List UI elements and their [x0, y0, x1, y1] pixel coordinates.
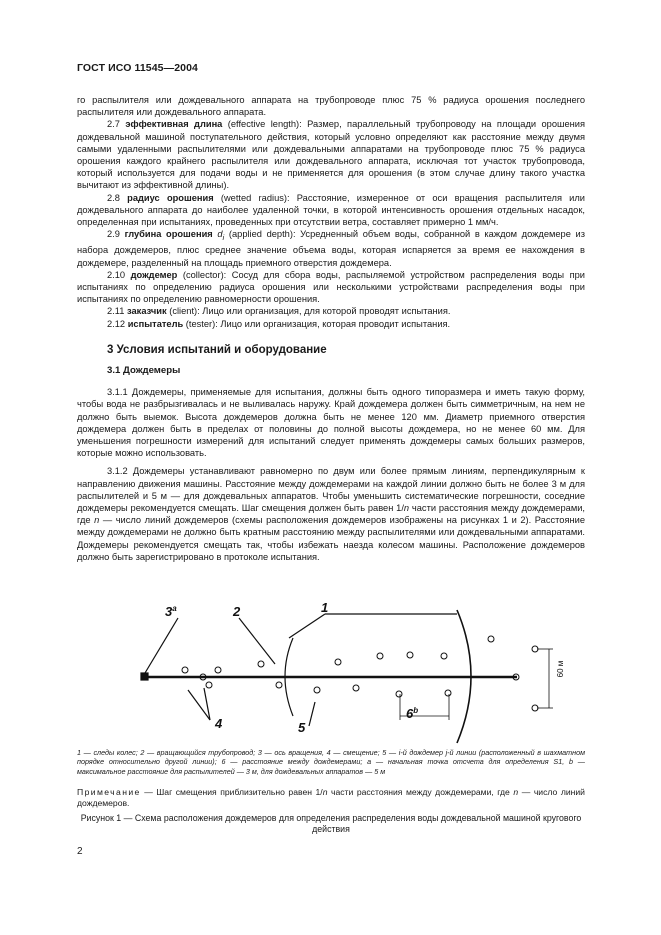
definition-2-10: [77, 269, 585, 306]
clause-number: 2.11: [107, 306, 125, 317]
term: глубина орошения: [124, 229, 213, 240]
leader-3: [145, 618, 178, 673]
note-label: Примечание: [77, 787, 141, 797]
definition-text: (collector): Сосуд для сбора воды, распыляемой устройством распределения воды при испытаниях по определению радиуса орошения или несколькими устройствами распределения воды при испытаниях по определению равномерности орошения.: [77, 269, 586, 305]
collector: [215, 667, 221, 673]
label-6-superscript: b: [413, 706, 419, 715]
collector: [258, 661, 264, 667]
term: заказчик: [127, 306, 167, 317]
term: радиус орошения: [127, 192, 214, 203]
label-6: 6: [406, 706, 414, 721]
leader-2: [239, 618, 275, 664]
definition-text: (tester): Лицо или организация, которая проводит испытания.: [183, 318, 451, 329]
label-1: 1: [321, 600, 329, 615]
symbol-n: n: [322, 787, 328, 797]
collectors: [182, 636, 538, 711]
definition-text: (applied depth): Усредненный объем воды, собранной в каждом дождемере из набора дождемеров, плюс среднее значение объема воды, которая испаряется за время ее нахождения в дождемере, разделенный на площадь приемного отверстия дождемера.: [77, 229, 585, 268]
term: испытатель: [127, 318, 184, 329]
collector: [335, 659, 341, 665]
collector: [314, 687, 320, 693]
collector: [441, 653, 447, 659]
label-4: 4: [215, 716, 223, 731]
collector: [182, 667, 188, 673]
symbol-n: n: [94, 515, 100, 526]
definition-2-12: [77, 318, 585, 330]
clause-number: 2.8: [107, 192, 120, 203]
clause-number: 2.9: [107, 229, 120, 240]
clause-number: 2.12: [107, 318, 126, 329]
leader-5: [309, 702, 315, 726]
clause-number: 2.7: [107, 119, 120, 130]
collector: [276, 682, 282, 688]
definition-2-7: [77, 118, 585, 191]
page-number: 2: [77, 846, 83, 857]
text-run: части расстояния между дождемерами, где: [77, 502, 585, 526]
paragraph-continuation: го распылителя или дождевального аппарата на трубопроводе плюс 75 % радиуса орошения последнего распылителя или дождевального аппарата.: [77, 95, 585, 118]
text-run: — число линий дождемеров (схемы расположения дождемеров изображены на рисунках 1 и 2). Расстояние между дождемерами не должно быть кратным расстоянию между распылителями или дождевальными аппаратами. Дождемеры рекомендуется смещать так, чтобы избежать наезда колесом машины. Расположение дождемеров должно быть зарегистрировано в протоколе испытания.: [77, 515, 585, 562]
label-2: 2: [233, 604, 241, 619]
leader-1: [289, 614, 325, 638]
text-run: — число линий дождемеров.: [77, 787, 585, 808]
paragraph-3-1-1: 3.1.1 Дождемеры, применяемые для испытания, должны быть одного типоразмера и иметь такую форму, чтобы вода не разбрызгивалась и не выливалась наружу. Край дождемера должен быть симметричным, на нем не должно быть выемок. Высота дождемеров должна быть не менее 120 мм. Диаметр приемного отверстия дождемера должен быть в пределах от половины до полной высоты дождемера, но не менее 60 мм. Для уменьшения погрешности измерений для испытаний следует применять дождемеры самых больших размеров, которые можно использовать.: [77, 387, 585, 459]
figure-note: [77, 787, 585, 809]
label-3: 3: [165, 604, 173, 619]
body-text: [77, 94, 585, 563]
definition-2-8: [77, 192, 585, 229]
label-3-superscript: a: [172, 604, 177, 613]
symbol-n: n: [403, 502, 410, 513]
svg-text:3a: [165, 604, 177, 619]
figure-legend: 1 — следы колес; 2 — вращающийся трубопровод; 3 — ось вращения, 4 — смещение; 5 — i-й дождемер j-й линии (расположенный в шахматном порядке относительно другой линии); 6 — расстояние между дождемерами; a — начальная точка отсчета для определения S1, b — максимальное расстояние для распылителей — 3 м, для дождевальных аппаратов — 5 м: [77, 748, 585, 776]
collector: [488, 636, 494, 642]
collector: [377, 653, 383, 659]
definition-text: (wetted radius): Расстояние, измеренное от оси вращения распылителя или дождевального аппарата до наиболее удаленной точки, в которой интенсивность орошения отдельных насадок, определенная при испытаниях, проведенных при отсутствии ветра, составляет примерно 1 мм/ч.: [77, 192, 585, 228]
svg-text:6b: [406, 706, 418, 721]
collector: [353, 685, 359, 691]
definition-text: (effective length): Размер, параллельный трубопроводу на площади орошения дождевальной машиной поступательного действия, который условно определяют как расстояние между двумя самыми удаленными распылителями или дождевальными аппаратами на трубопроводе плюс 75 % радиуса орошения каждого крайнего распылителя или дождевального аппарата, исключая тот участок трубопровода, который используется для подачи воды и не применяется для орошения (в этом случае длину такого участка вычитают из эффективной длины).: [77, 119, 585, 191]
collector: [407, 652, 413, 658]
collector: [206, 682, 212, 688]
paragraph-3-1-2: [77, 465, 585, 563]
collector-layout-diagram: [77, 598, 585, 746]
collector: [445, 690, 451, 696]
figure-caption: Рисунок 1 — Схема расположения дождемеров для определения распределения воды дождевальной машиной кругового действия: [80, 813, 582, 834]
symbol-subscript: i: [222, 233, 225, 243]
term: эффективная длина: [125, 119, 223, 130]
figure-1-diagram: [77, 598, 585, 746]
section-title: 3 Условия испытаний и оборудование: [107, 343, 327, 356]
dimension-60-m: 60 м: [556, 660, 565, 678]
text-run: 3.1.2 Дождемеры устанавливают равномерно по двум или более прямым линиям, перпендикулярным к направлению движения машины. Расстояние между дождемерами на каждой линии должно быть не более 3 м для распылителей и 5 м — для дождевальных аппаратов. Чтобы уменьшить систематические погрешности, соседние дождемеры рекомендуется смещать. Шаг смещения должен быть равен 1/: [77, 466, 585, 513]
symbol-n: n: [513, 787, 519, 797]
definition-2-11: [77, 305, 585, 317]
definition-text: (client): Лицо или организация, для которой проводят испытания.: [166, 306, 451, 317]
term: дождемер: [130, 269, 178, 280]
pivot-point: [141, 673, 148, 680]
document-header: ГОСТ ИСО 11545—2004: [77, 62, 198, 74]
definition-2-9: [77, 228, 585, 268]
text-run: части расстояния между дождемерами, где: [327, 787, 514, 797]
clause-number: 2.10: [107, 269, 126, 280]
label-5: 5: [298, 720, 306, 735]
subsection-title: 3.1 Дождемеры: [107, 364, 181, 376]
symbol: d: [217, 229, 223, 240]
text-run: — Шаг смещения приблизительно равен 1/: [140, 787, 323, 797]
collector: [396, 691, 402, 697]
